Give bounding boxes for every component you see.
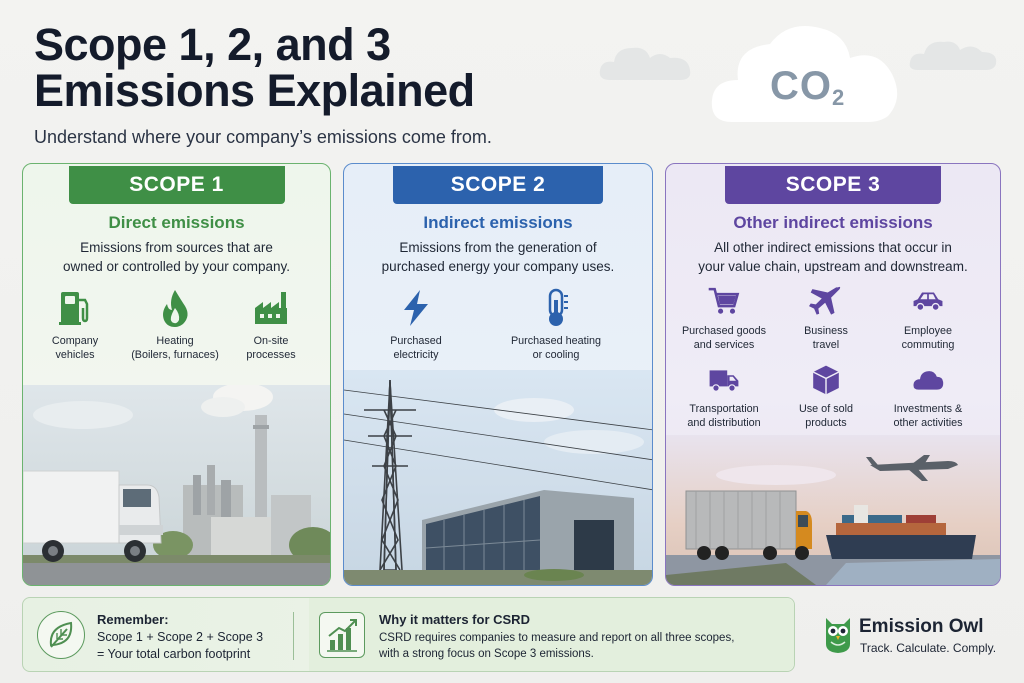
scope3-item-label-5b: products bbox=[805, 417, 847, 429]
cloud-icon bbox=[908, 364, 948, 396]
factory-icon bbox=[251, 288, 291, 328]
scope1-badge: SCOPE 1 bbox=[69, 166, 285, 204]
page-title bbox=[34, 19, 594, 116]
scope2-item-label-1b: electricity bbox=[393, 349, 439, 361]
scope2-scene-image bbox=[344, 370, 653, 585]
scope1-description bbox=[33, 238, 320, 276]
shopping-cart-icon bbox=[704, 284, 744, 318]
scope3-item-transportation bbox=[672, 364, 776, 430]
scope1-desc-line2: owned or controlled by your company. bbox=[62, 259, 291, 274]
box-icon bbox=[806, 364, 846, 396]
scope2-heading: Indirect emissions bbox=[423, 213, 573, 232]
truck-icon bbox=[704, 364, 744, 396]
scope1-item-onsite-processes bbox=[219, 288, 323, 362]
scope1-item-company-vehicles bbox=[23, 288, 127, 362]
scope1-item-label-3b: processes bbox=[246, 349, 296, 361]
thermometer-icon bbox=[536, 288, 576, 328]
scope1-item-label-2a: Heating bbox=[156, 335, 194, 347]
scope3-item-label-5a: Use of sold bbox=[798, 403, 853, 415]
scope2-card bbox=[343, 163, 653, 586]
scope3-desc-line1: All other indirect emissions that occur in bbox=[714, 240, 952, 255]
remember-formula: Scope 1 + Scope 2 + Scope 3 bbox=[97, 630, 264, 644]
scope3-item-label-6a: Investments & bbox=[893, 403, 963, 415]
scope3-item-label-2a: Business bbox=[804, 325, 848, 337]
page-subtitle: Understand where your company’s emissions come from. bbox=[34, 127, 492, 147]
co2-label bbox=[770, 64, 845, 111]
flame-icon bbox=[155, 288, 195, 328]
scope3-item-label-3a: Employee bbox=[903, 325, 952, 337]
scope3-item-label-1b: and services bbox=[693, 339, 755, 351]
scope1-scene-image bbox=[23, 385, 331, 585]
csrd-text-line2: with a strong focus on Scope 3 emissions. bbox=[379, 648, 594, 660]
scope3-item-label-1a: Purchased goods bbox=[681, 325, 767, 337]
growth-chart-icon bbox=[319, 612, 365, 658]
scope1-item-label-1b: vehicles bbox=[55, 349, 95, 361]
scope2-item-label-2b: or cooling bbox=[532, 349, 580, 361]
scope1-item-label-2b: (Boilers, furnaces) bbox=[131, 349, 219, 361]
scope2-badge: SCOPE 2 bbox=[393, 166, 603, 204]
scope3-item-investments bbox=[876, 364, 980, 430]
scope2-desc-line2: purchased energy your company uses. bbox=[381, 259, 615, 274]
scope2-desc-line1: Emissions from the generation of bbox=[399, 240, 597, 255]
chart-badge bbox=[319, 612, 365, 658]
scope3-item-employee-commuting bbox=[876, 284, 980, 352]
summary-panel bbox=[22, 597, 795, 672]
scope3-scene-image bbox=[666, 435, 1001, 585]
scope1-item-label-3a: On-site bbox=[253, 335, 289, 347]
leaf-badge bbox=[37, 611, 85, 659]
csrd-title: Why it matters for CSRD bbox=[379, 612, 530, 627]
title-line-1: Scope 1, 2, and 3 bbox=[34, 19, 391, 70]
car-icon bbox=[908, 284, 948, 318]
scope3-item-use-of-sold-products bbox=[774, 364, 878, 430]
scope1-item-label-1a: Company bbox=[51, 335, 99, 347]
scope3-item-label-4b: and distribution bbox=[687, 417, 761, 429]
scope2-item-label-1a: Purchased bbox=[390, 335, 442, 347]
scope3-badge: SCOPE 3 bbox=[725, 166, 941, 204]
lightning-icon bbox=[396, 288, 436, 328]
scope1-heading: Direct emissions bbox=[108, 213, 245, 232]
remember-result: = Your total carbon footprint bbox=[97, 647, 251, 661]
scope2-item-purchased-heating-cooling bbox=[496, 288, 616, 362]
scope3-heading: Other indirect emissions bbox=[733, 213, 933, 232]
scope1-desc-line1: Emissions from sources that are bbox=[80, 240, 273, 255]
scope3-item-label-3b: commuting bbox=[901, 339, 955, 351]
scope3-card bbox=[665, 163, 1001, 586]
brand-name: Emission Owl bbox=[859, 616, 984, 637]
leaf-icon bbox=[37, 611, 85, 659]
small-cloud-right bbox=[908, 34, 1000, 74]
scope3-item-purchased-goods bbox=[672, 284, 776, 352]
co2-main: CO bbox=[770, 64, 832, 108]
csrd-text-line1: CSRD requires companies to measure and report on all three scopes, bbox=[379, 632, 735, 644]
scope3-item-label-2b: travel bbox=[812, 339, 840, 351]
brand-tagline: Track. Calculate. Comply. bbox=[860, 641, 997, 655]
remember-title: Remember: bbox=[97, 612, 169, 627]
scope1-card bbox=[22, 163, 331, 586]
scope3-item-label-6b: other activities bbox=[893, 417, 963, 429]
scope2-description bbox=[354, 238, 642, 276]
small-cloud-left bbox=[598, 40, 694, 84]
scope3-item-business-travel bbox=[774, 284, 878, 352]
fuel-pump-icon bbox=[55, 288, 95, 328]
panel-divider bbox=[293, 612, 294, 660]
scope2-item-purchased-electricity bbox=[364, 288, 468, 362]
scope3-desc-line2: your value chain, upstream and downstream. bbox=[698, 259, 968, 274]
title-line-2: Emissions Explained bbox=[34, 65, 475, 116]
scope2-item-label-2a: Purchased heating bbox=[510, 335, 602, 347]
airplane-icon bbox=[806, 284, 846, 318]
scope3-item-label-4a: Transportation bbox=[689, 403, 759, 415]
scope1-item-heating bbox=[123, 288, 227, 362]
scope3-description bbox=[676, 238, 990, 276]
co2-subscript: 2 bbox=[832, 85, 846, 110]
owl-logo-icon bbox=[823, 614, 853, 654]
